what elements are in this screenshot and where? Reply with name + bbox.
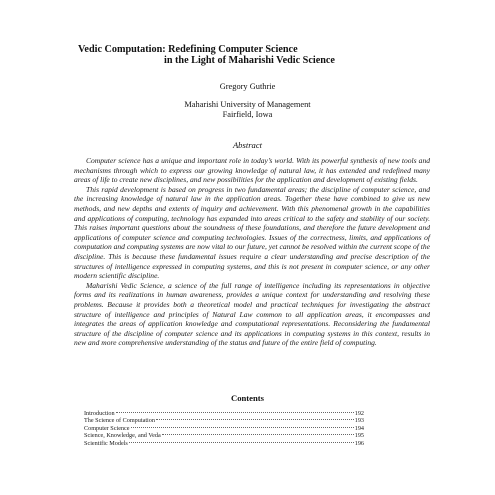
toc-entry-page: 194 [354,424,364,432]
abstract-body [74,156,430,348]
dot-leader [129,442,354,443]
toc-entry-label: Introduction [84,410,115,417]
contents-heading: Contents [231,393,264,403]
abstract-paragraph: Computer science has a unique and important role in today’s world. With its powerful synthesis of new tools and mechanisms through which to express our growing knowledge of natural law, it has extended and redefined many areas of life to create new disciplines, and new possibilities for the application and development of existing fields. [74,156,430,185]
affiliation [0,100,495,120]
toc-entry-label: Scientific Models [84,439,128,447]
paper-title [78,44,438,66]
toc-entry[interactable] [84,432,364,439]
abstract-heading: Abstract [232,140,263,150]
toc-entry[interactable] [84,440,364,447]
title-line-1: Vedic Computation: Redefining Computer Science [78,44,298,55]
toc-entry[interactable] [84,410,364,417]
dot-leader [116,412,354,413]
abstract-paragraph: This rapid development is based on progress in two fundamental areas; the discipline of computer science, and the increasing knowledge of natural law in the application areas. Together these have combined to give us new methods, and new depths and extents of inquiry and achievement. With this phenomenal growth in the capabilities and applications of computing, technology has expanded into areas critical to the safety and stability of our society. This raises important questions about the soundness of these foundations, and therefore the future development and applications of computer science and computing technologies. Issues of the correctness, limits, and applications of computation and computing systems are now vital to our future, yet cannot be resolved within the current scope of the discipline. This is because these fundamental issues require a clear understanding and precise description of the structures of intelligence expressed in computing systems, and this is not present in computer science, or any other modern scientific discipline. [74,184,430,281]
author-name: Gregory Guthrie [219,82,276,91]
toc-entry-page: 193 [354,417,364,425]
table-of-contents [84,410,364,447]
title-line-2: in the Light of Maharishi Vedic Science [164,55,335,66]
toc-entry-page: 195 [354,432,364,440]
toc-entry-label: Science, Knowledge, and Veda [84,432,161,440]
dot-leader [156,419,354,420]
toc-entry-page: 192 [354,410,364,417]
affiliation-institution: Maharishi University of Management [184,100,311,109]
abstract-paragraph: Maharishi Vedic Science, a science of the full range of intelligence including its representations in objective forms and its realizations in human awareness, provides a unique context for understanding and resolving these problems. Because it provides both a theoretical model and practical techniques for investigating the abstract structure of intelligence and principles of Natural Law common to all application areas, it encompasses and integrates the areas of application knowledge and computational representations. Reconsidering the fundamental structure of the discipline of computer science and its applications in computing systems in this context, results in new and more comprehensive understanding of the status and future of the entire field of computing. [74,280,430,348]
toc-entry[interactable] [84,417,364,424]
toc-entry-label: The Science of Computation [84,417,155,425]
toc-entry-page: 196 [354,439,364,447]
dot-leader [162,434,354,435]
dot-leader [131,427,354,428]
toc-entry[interactable] [84,425,364,432]
affiliation-location: Fairfield, Iowa [222,110,273,119]
toc-entry-label: Computer Science [84,424,130,432]
